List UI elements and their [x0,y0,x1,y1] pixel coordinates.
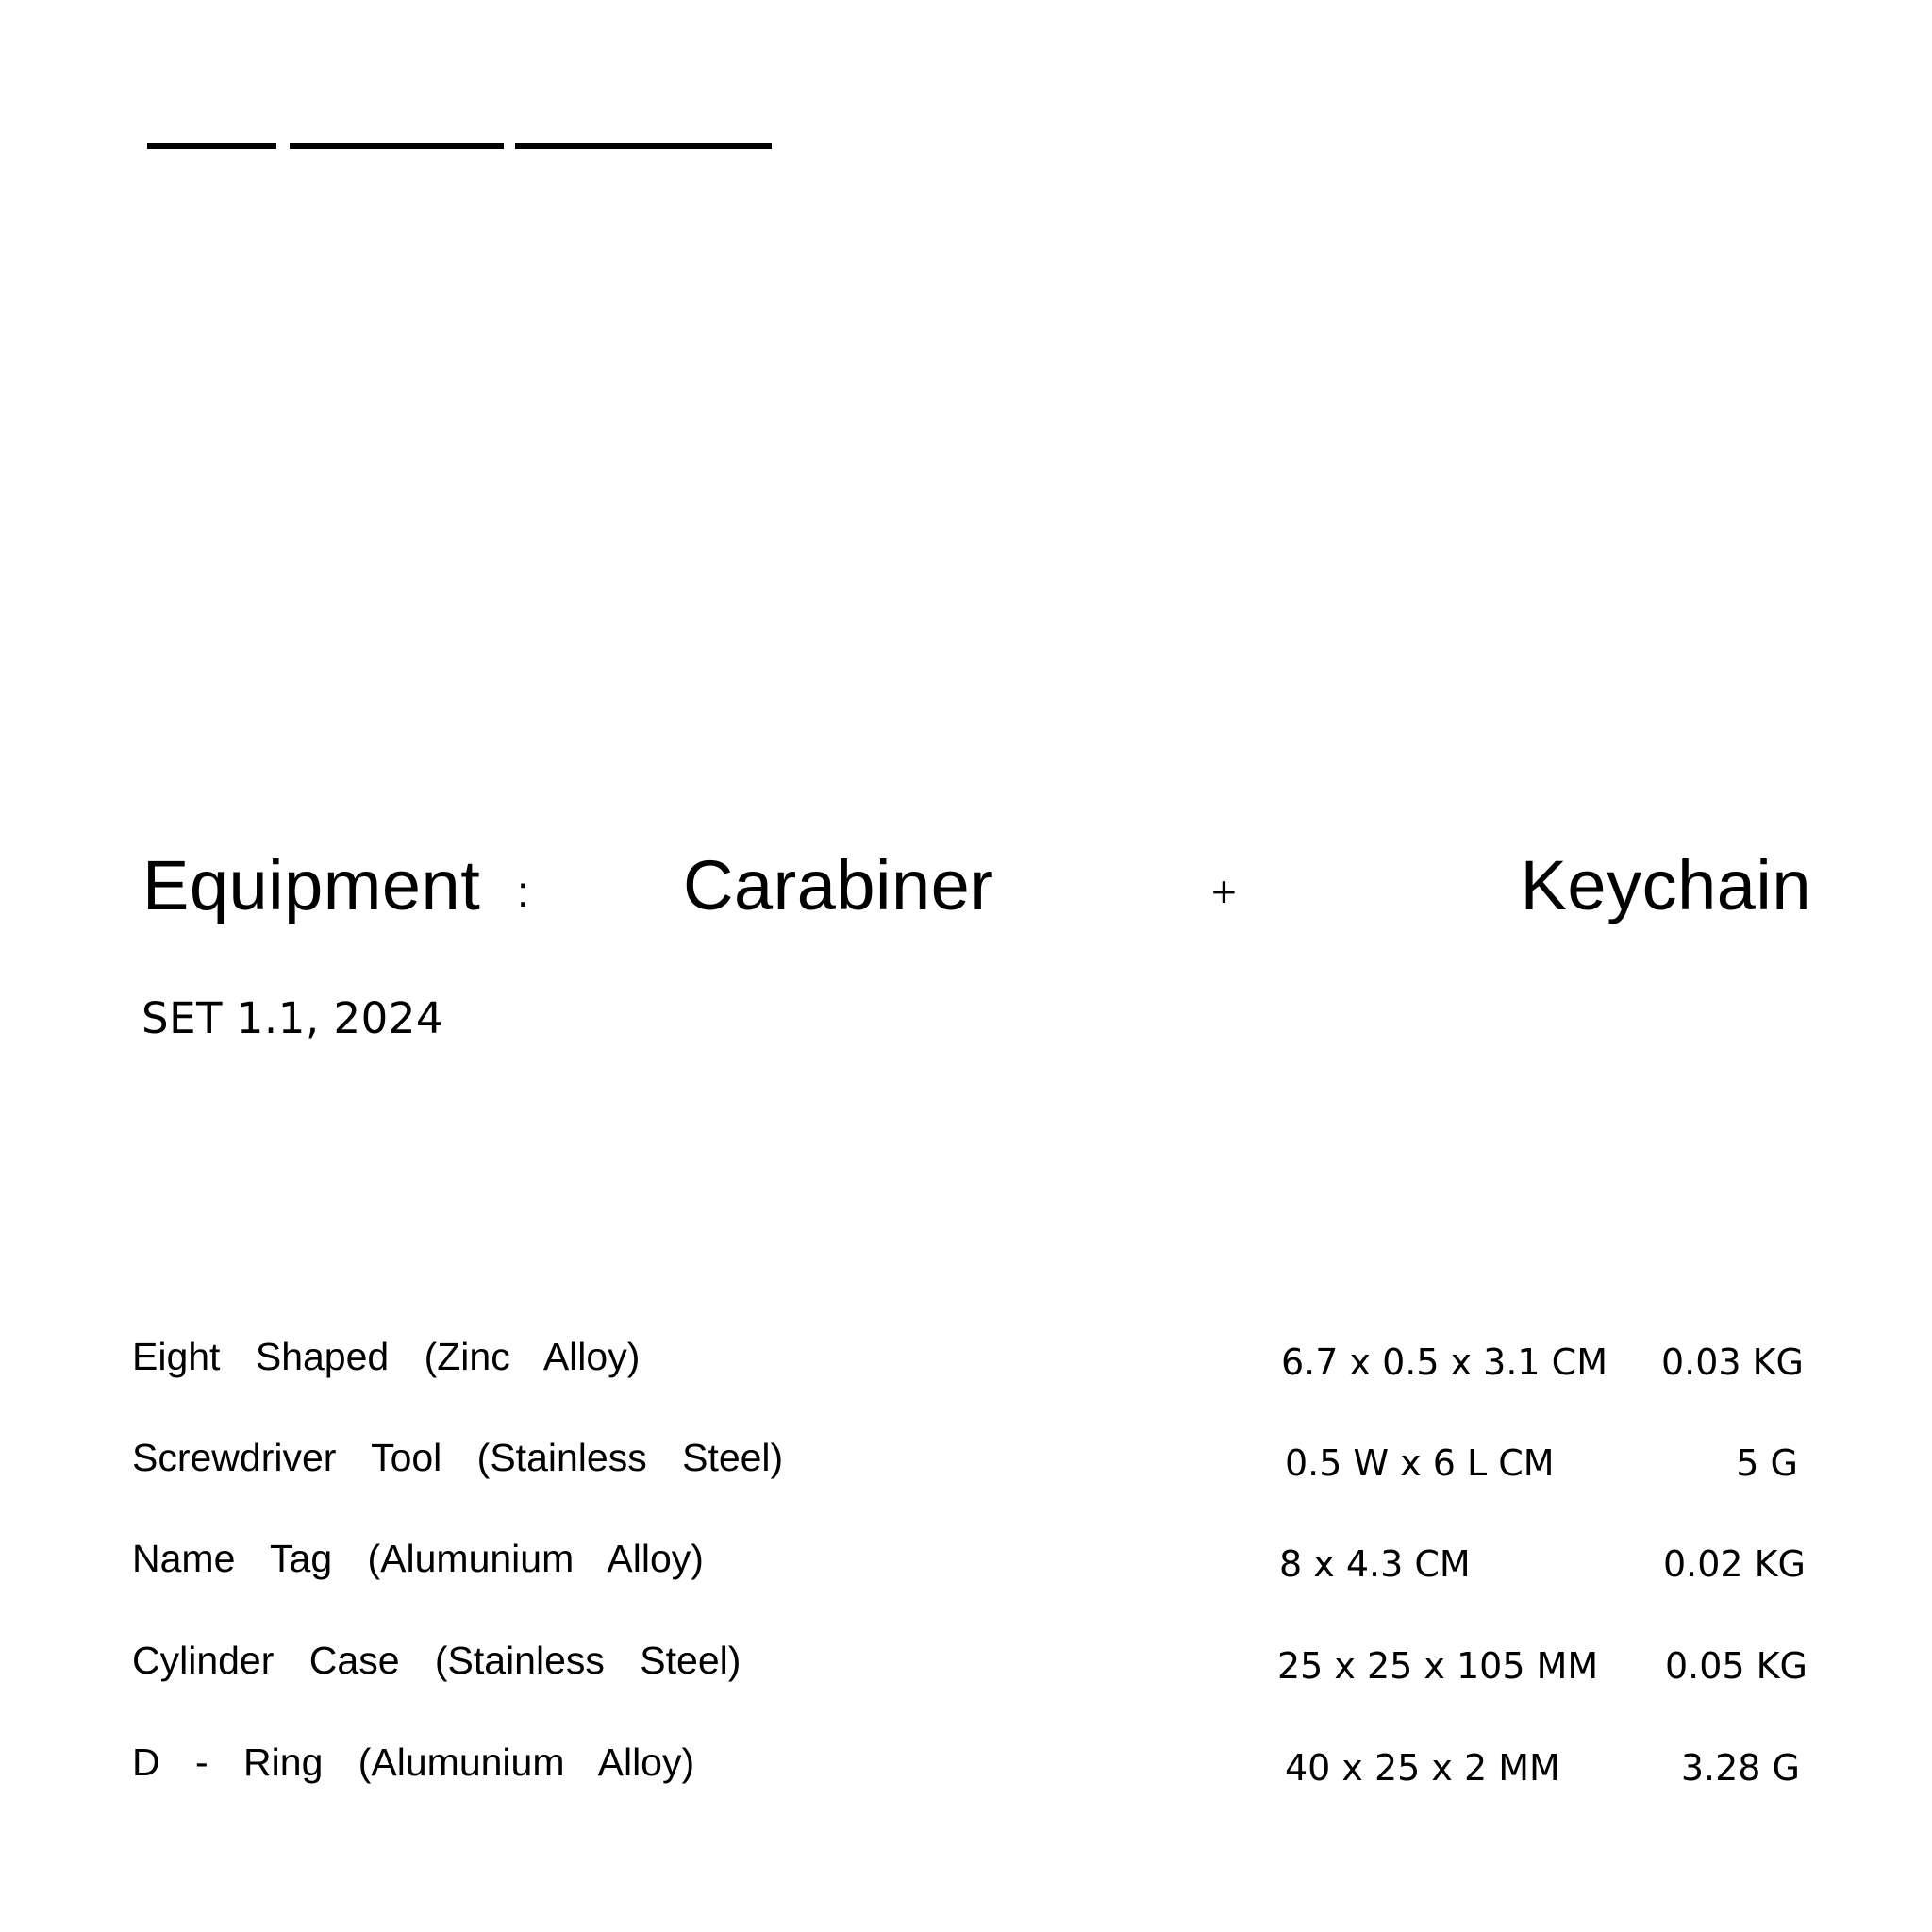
title-word-equipment: Equipment [142,846,481,924]
title-separator-colon: : [517,867,529,916]
title-separator-plus: + [1211,867,1237,916]
spec-name: Cylinder Case (Stainless Steel) [132,1639,741,1682]
spec-dimensions: 25 x 25 x 105 MM [1277,1645,1599,1687]
spec-row [0,1739,1932,1795]
spec-row [0,1637,1932,1693]
spec-dimensions: 40 x 25 x 2 MM [1285,1747,1560,1789]
spec-weight: 0.02 KG [1662,1543,1806,1585]
spec-weight: 5 G [1736,1442,1798,1484]
spec-row [0,1434,1932,1491]
decorative-rule-long [515,143,772,149]
title-word-carabiner: Carabiner [683,846,994,924]
spec-dimensions: 0.5 W x 6 L CM [1285,1442,1555,1484]
decorative-rule-medium [290,143,504,149]
spec-name: D - Ring (Alumunium Alloy) [132,1740,695,1784]
spec-weight: 0.05 KG [1664,1645,1807,1687]
spec-dimensions: 8 x 4.3 CM [1279,1543,1471,1585]
spec-dimensions: 6.7 x 0.5 x 3.1 CM [1281,1341,1607,1383]
spec-name: Eight Shaped (Zinc Alloy) [132,1335,641,1378]
spec-name: Screwdriver Tool (Stainless Steel) [132,1436,784,1479]
set-label: SET 1.1, 2024 [142,993,443,1043]
spec-weight: 0.03 KG [1660,1341,1804,1383]
spec-name: Name Tag (Alumunium Alloy) [132,1537,704,1580]
title-word-keychain: Keychain [1520,846,1811,924]
spec-row [0,1333,1932,1390]
spec-row [0,1535,1932,1591]
spec-weight: 3.28 G [1680,1747,1800,1789]
decorative-rule-short [147,143,276,149]
